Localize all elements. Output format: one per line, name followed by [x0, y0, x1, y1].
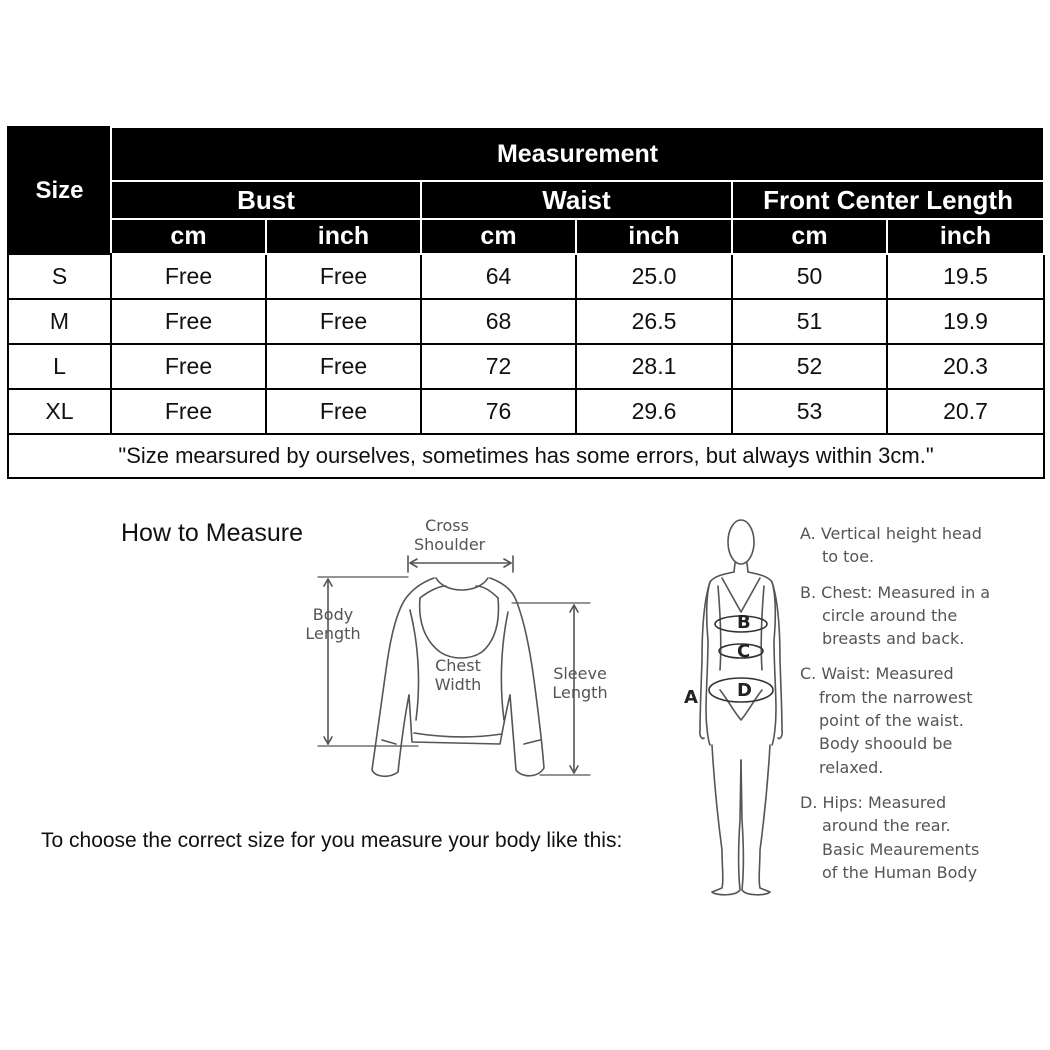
unit-header: cm [732, 219, 887, 254]
table-cell: 19.9 [887, 299, 1044, 344]
marker-b: B [737, 612, 751, 633]
front-center-length-header: Front Center Length [732, 181, 1044, 219]
legend-item: A. Vertical height head to toe. [800, 524, 982, 567]
table-cell: Free [111, 389, 266, 434]
marker-a: A [684, 687, 698, 708]
waist-header: Waist [421, 181, 732, 219]
table-row [8, 299, 1044, 344]
table-row [8, 254, 1044, 299]
table-cell: 68 [421, 299, 576, 344]
cross-shoulder-label: Cross Shoulder [414, 516, 486, 554]
table-cell: 52 [732, 344, 887, 389]
table-row [8, 389, 1044, 434]
measurement-note: "Size mearsured by ourselves, sometimes has some errors, but always within 3cm." [8, 434, 1044, 478]
table-cell: 25.0 [576, 254, 732, 299]
table-row [8, 344, 1044, 389]
legend-item: D. Hips: Measured around the rear. Basic Meaurements of the Human Body [800, 792, 980, 882]
table-cell: 29.6 [576, 389, 732, 434]
unit-header: cm [421, 219, 576, 254]
size-cell: XL [8, 389, 111, 434]
unit-header: inch [576, 219, 732, 254]
body-length-label: Body Length [305, 605, 361, 643]
size-chart-table [7, 126, 1045, 479]
table-cell: 26.5 [576, 299, 732, 344]
table-cell: Free [111, 299, 266, 344]
marker-c: C [737, 641, 751, 662]
bust-header: Bust [111, 181, 421, 219]
unit-header: inch [266, 219, 421, 254]
table-cell: Free [111, 344, 266, 389]
legend-item: B. Chest: Measured in a circle around the breasts and back. [800, 582, 991, 649]
table-cell: Free [266, 389, 421, 434]
table-cell: 51 [732, 299, 887, 344]
table-cell: 20.3 [887, 344, 1044, 389]
instruction-text: To choose the correct size for you measure your body like this: [41, 829, 623, 852]
table-cell: 19.5 [887, 254, 1044, 299]
marker-d: D [737, 680, 752, 701]
table-cell: 72 [421, 344, 576, 389]
size-cell: S [8, 254, 111, 299]
table-note-row [8, 434, 1044, 478]
table-cell: 64 [421, 254, 576, 299]
chest-width-label: Chest Width [434, 656, 482, 694]
body-measurement-legend [800, 522, 1040, 884]
table-cell: 28.1 [576, 344, 732, 389]
table-cell: 53 [732, 389, 887, 434]
legend-item: C. Waist: Measured from the narrowest point of the waist. Body shoould be relaxed. [800, 664, 973, 777]
unit-header: inch [887, 219, 1044, 254]
table-cell: 20.7 [887, 389, 1044, 434]
size-cell: L [8, 344, 111, 389]
measurement-header: Measurement [111, 127, 1044, 181]
unit-header: cm [111, 219, 266, 254]
table-cell: Free [111, 254, 266, 299]
size-column-header: Size [8, 127, 111, 254]
table-cell: Free [266, 299, 421, 344]
table-cell: 50 [732, 254, 887, 299]
table-cell: Free [266, 254, 421, 299]
size-cell: M [8, 299, 111, 344]
how-to-measure-title: How to Measure [121, 519, 304, 547]
sleeve-length-label: Sleeve Length [552, 664, 608, 702]
table-cell: 76 [421, 389, 576, 434]
table-cell: Free [266, 344, 421, 389]
